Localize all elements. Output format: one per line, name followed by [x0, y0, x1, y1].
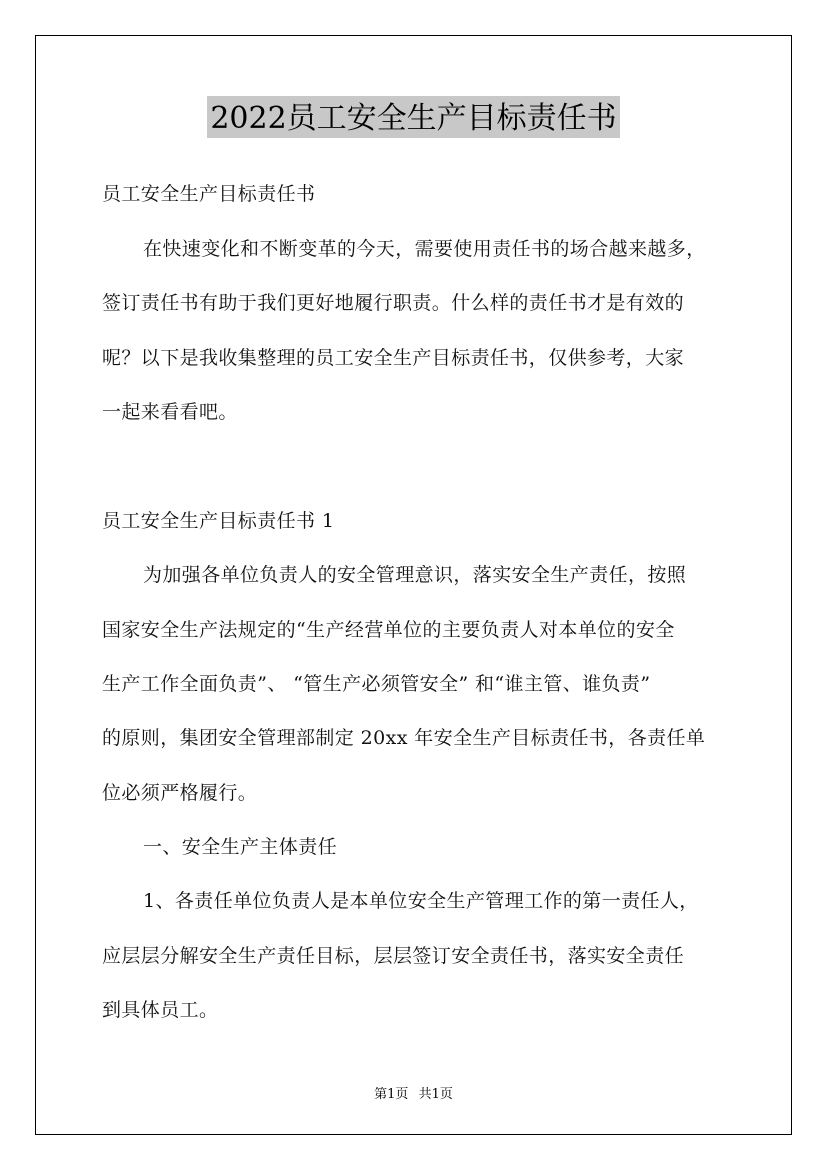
heading-main: 员工安全生产目标责任书 [102, 183, 316, 205]
page-number: 第1页 [374, 1087, 409, 1102]
intro-line-1: 在快速变化和不断变革的今天，需要使用责任书的场合越来越多， [143, 238, 706, 260]
para1-line-1: 为加强各单位负责人的安全管理意识，落实安全生产责任，按照 [143, 564, 687, 586]
para1-line-3: 生产工作全面负责”、 “管生产必须管安全” 和“谁主管、谁负责” [102, 673, 651, 695]
intro-line-3: 呢？以下是我收集整理的员工安全生产目标责任书，仅供参考，大家 [102, 347, 685, 369]
para1-line-4: 的原则，集团安全管理部制定 20xx 年安全生产目标责任书，各责任单 [102, 727, 706, 749]
title-wrap [0, 96, 827, 138]
para1-line-2: 国家安全生产法规定的“生产经营单位的主要负责人对本单位的安全 [102, 619, 675, 641]
page-footer [0, 1083, 827, 1102]
page-total: 共1页 [418, 1087, 453, 1102]
intro-line-2: 签订责任书有助于我们更好地履行职责。什么样的责任书才是有效的 [102, 292, 685, 314]
heading-section-1: 员工安全生产目标责任书 1 [102, 510, 335, 532]
section-heading-1: 一、安全生产主体责任 [143, 836, 338, 858]
document-title: 2022员工安全生产目标责任书 [207, 96, 619, 138]
para1-line-5: 位必须严格履行。 [102, 782, 258, 804]
item1-line-2: 应层层分解安全生产责任目标，层层签订安全责任书，落实安全责任 [102, 945, 685, 967]
intro-line-4: 一起来看看吧。 [102, 401, 238, 423]
item1-line-3: 到具体员工。 [102, 999, 219, 1021]
item1-line-1: 1、各责任单位负责人是本单位安全生产管理工作的第一责任人， [143, 890, 699, 912]
